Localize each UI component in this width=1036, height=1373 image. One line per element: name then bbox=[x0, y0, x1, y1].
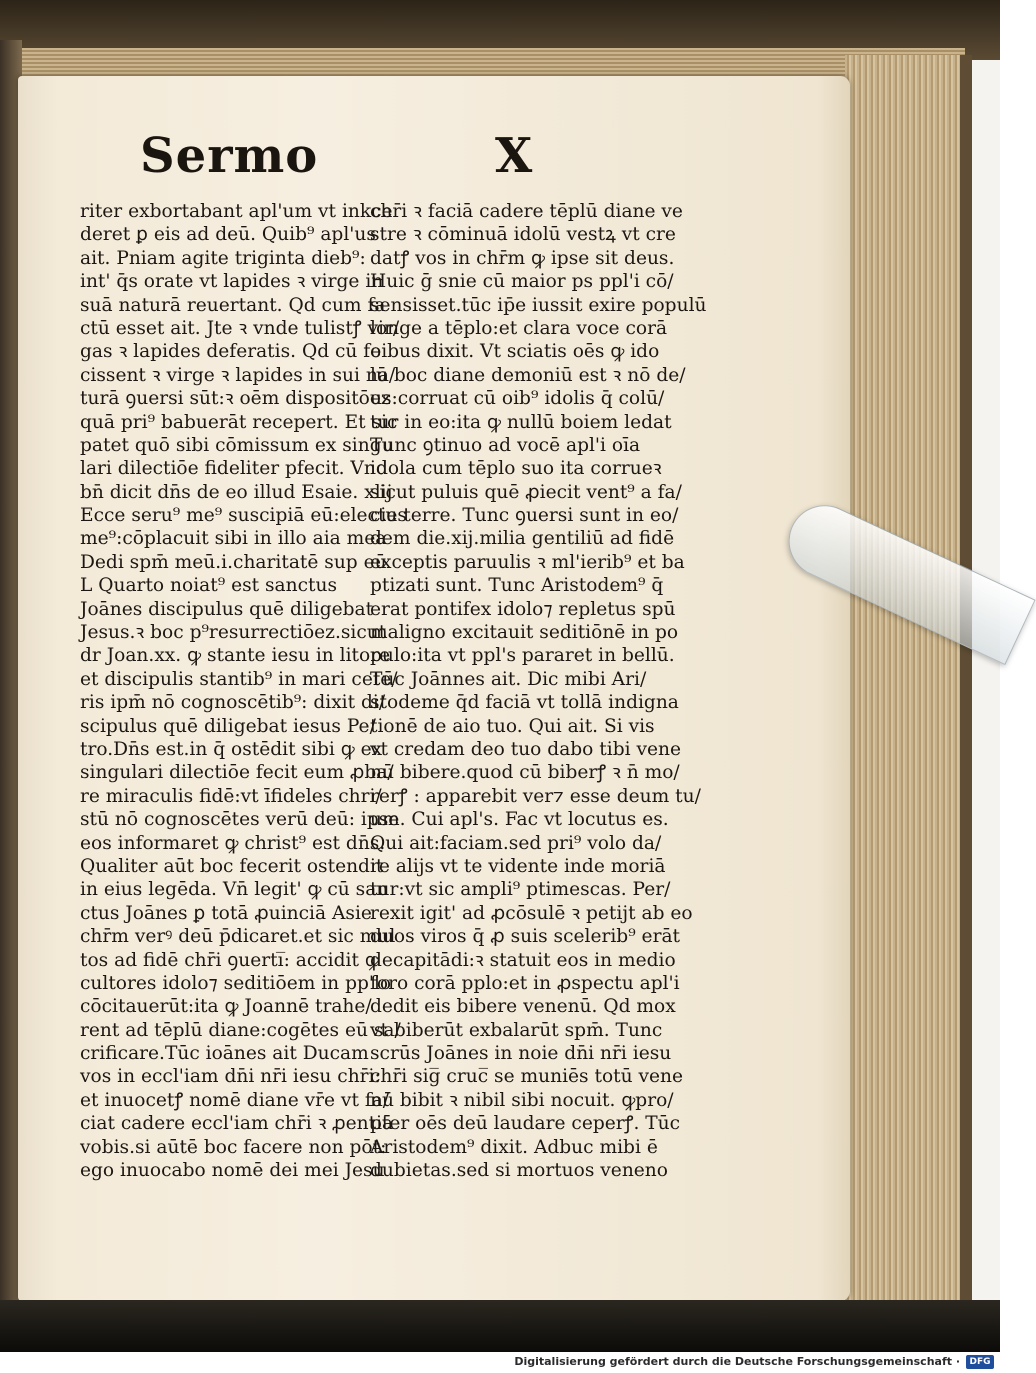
text-line: chr̄m verꝰ deū p̄dicaret.et sic mul bbox=[80, 926, 396, 948]
text-line: suā naturā reuertant. Qd cum fa bbox=[80, 294, 386, 316]
text-line: vos in eccl'iam dn̄i nr̄i iesu chr̄i: bbox=[80, 1066, 381, 1088]
text-line: Qui ait:faciam.sed pri⁹ volo da/ bbox=[370, 832, 662, 854]
text-line: in eius legēda. Vn̄ legit' ꝙ cū san bbox=[80, 879, 389, 901]
text-line: rerꝭ : apparebit ver⁊ esse deum tu/ bbox=[370, 785, 701, 807]
text-line: Tunc ꝯtinuo ad vocē apl'i oīa bbox=[370, 434, 641, 456]
text-line: um. Cui apl's. Fac vt locutus es. bbox=[370, 809, 669, 831]
text-line: exceptis paruulis ꝛ ml'ierib⁹ et ba bbox=[370, 551, 685, 573]
page-block-fore-edge bbox=[845, 55, 972, 1315]
text-line: ctus Joānes ꝑ totā ꝓuinciā Asie bbox=[80, 902, 372, 924]
text-line: Huic ḡ snie cū maior ps ppl'i cō/ bbox=[370, 271, 674, 293]
text-line: Jesus.ꝛ boc p⁹resurrectiōez.sicut bbox=[80, 622, 387, 644]
text-line: tionē de aio tuo. Qui ait. Si vis bbox=[370, 715, 655, 737]
text-line: Qualiter aūt boc fecerit ostendit bbox=[80, 855, 384, 877]
text-line: ris ipm̄ nō cognoscētib⁹: dixit di/ bbox=[80, 692, 386, 714]
text-line: re miraculis fidē:vt īfideles chri/ bbox=[80, 785, 382, 807]
funding-credit: Digitalisierung gefördert durch die Deutsche Forschungsgemeinschaft · bbox=[514, 1355, 960, 1368]
text-line: lū boc diane demoniū est ꝛ nō de/ bbox=[370, 364, 686, 386]
text-line: tur:vt sic ampli⁹ ptimescas. Per/ bbox=[370, 879, 671, 901]
text-line: tur in eo:ita ꝙ nullū boiem ledat bbox=[370, 411, 672, 433]
text-line: dr Joan.xx. ꝙ stante iesu in litore bbox=[80, 645, 391, 667]
text-line: et discipulis stantib⁹ in mari cete/ bbox=[80, 668, 398, 690]
text-line: tos ad fidē chr̄i ꝯuerti̅: accidit ꝙ bbox=[80, 949, 379, 971]
text-column-right bbox=[370, 200, 707, 1182]
text-line: patet quō sibi cōmissum ex singu bbox=[80, 434, 394, 456]
text-line: chr̄i sig̅ cruc̅ se muniēs totū vene bbox=[370, 1066, 683, 1088]
text-line: dubietas.sed si mortuos veneno bbox=[370, 1160, 668, 1182]
show-through-text bbox=[300, 120, 600, 190]
text-line: et inuocetꝭ nomē diane vr̄e vt fa/ bbox=[80, 1089, 390, 1111]
running-head-title: Sermo bbox=[140, 128, 319, 184]
text-line: rent ad tēplū diane:cogētes eū sa/ bbox=[80, 1019, 401, 1041]
text-line: ego inuocabo nomē dei mei Jesu bbox=[80, 1160, 385, 1182]
text-line: oibus dixit. Vt sciatis oēs ꝙ ido bbox=[370, 341, 660, 363]
running-head-number: X bbox=[495, 128, 533, 184]
text-line: int' q̄s orate vt lapides ꝛ virge in bbox=[80, 271, 384, 293]
text-line: L Quarto noiat⁹ est sanctus bbox=[80, 575, 337, 597]
text-line: idola cum tēplo suo ita corrueꝛ bbox=[370, 458, 662, 480]
text-line: singulari dilectiōe fecit eum ꝓba/ bbox=[80, 762, 394, 784]
scan-bottom-shadow bbox=[0, 1300, 1000, 1352]
text-line: nū bibere.quod cū biberꝭ ꝛ n̄ mo/ bbox=[370, 762, 680, 784]
text-line: lari dilectiōe fideliter pfecit. Vnd bbox=[80, 458, 388, 480]
text-line: riter exbortabant apl'um vt inkce bbox=[80, 201, 393, 222]
text-line: tro.Dn̄s est.in q̄ ostēdit sibi ꝙ ex bbox=[80, 738, 383, 760]
text-line: stodeme q̄d faciā vt tollā indigna bbox=[370, 692, 679, 714]
text-line: maligno excitauit seditiōnē in po bbox=[370, 622, 679, 644]
text-line: stre ꝛ cōminuā idolū vestꝝ vt cre bbox=[370, 224, 676, 246]
text-line: erat pontifex idolo⁊ repletus spū bbox=[370, 598, 676, 620]
text-line: eos informaret ꝙ christ⁹ est dn̄s. bbox=[80, 832, 386, 854]
text-line: duos viros q̄ ꝓ suis scelerib⁹ erāt bbox=[370, 926, 681, 948]
text-line: re alijs vt te vidente inde moriā bbox=[370, 855, 666, 877]
text-line: sicut puluis quē ꝓiecit vent⁹ a fa/ bbox=[370, 481, 682, 503]
text-line: turā ꝯuersi sūt:ꝛ oēm dispositōez bbox=[80, 388, 391, 410]
text-line: Joānes discipulus quē diligebat bbox=[80, 598, 374, 620]
text-line: longe a tēplo:et clara voce corā bbox=[370, 317, 668, 339]
text-line: ctū esset ait. Jte ꝛ vnde tulistꝭ vir/ bbox=[80, 317, 400, 339]
text-line: dem die.xij.milia gentiliū ad fidē bbox=[370, 528, 675, 550]
text-line: sensisset.tūc ip̄e iussit exire populū bbox=[370, 294, 707, 316]
text-line: ciat cadere eccl'iam chr̄i ꝛ ꝓentiā bbox=[80, 1113, 394, 1135]
text-line: pulo:ita vt ppl's pararet in bellū. bbox=[370, 645, 675, 667]
text-line: foro corā pplo:et in ꝓspectu apl'i bbox=[370, 972, 680, 994]
text-line: vobis.si aūtē boc facere non pōt: bbox=[80, 1136, 387, 1158]
text-line: ptizati sunt. Tunc Aristodem⁹ q̄ bbox=[370, 575, 664, 597]
text-line: rexit igit' ad ꝓcōsulē ꝛ petijt ab eo bbox=[370, 902, 693, 924]
text-line: vt biberūt exbalarūt spm̄. Tunc bbox=[370, 1019, 663, 1041]
text-line: crificare.Tūc ioānes ait Ducam bbox=[80, 1043, 369, 1065]
text-line: cōcitauerūt:ita ꝙ Joannē trahe/ bbox=[80, 996, 372, 1018]
text-line: scipulus quē diligebat iesus Pe/ bbox=[80, 715, 376, 737]
text-line: Aristodem⁹ dixit. Adbuc mibi ē bbox=[370, 1136, 658, 1158]
text-line: quā pri⁹ babuerāt recepert. Et sic bbox=[80, 411, 398, 433]
text-line: scrūs Joānes in noie dn̄i nr̄i iesu bbox=[370, 1043, 672, 1065]
text-line: ait. Pniam agite triginta dieb⁹: bbox=[80, 247, 366, 269]
text-line: dedit eis bibere venenū. Qd mox bbox=[370, 996, 676, 1018]
text-line: cissent ꝛ virge ꝛ lapides in sui na/ bbox=[80, 364, 396, 386]
text-line: us:corruat cū oib⁹ idolis q̄ colū/ bbox=[370, 388, 665, 410]
text-line: cultores idolo⁊ seditiōem in pp'lo bbox=[80, 972, 392, 994]
text-line: Dedi spm̄ meū.i.charitatē sup eū bbox=[80, 551, 387, 573]
text-line: stū nō cognoscētes verū deū: ipse bbox=[80, 809, 400, 831]
text-line: nū bibit ꝛ nibil sibi nocuit. ꝙpro/ bbox=[370, 1089, 674, 1111]
text-line: cie terre. Tunc ꝯuersi sunt in eo/ bbox=[370, 505, 679, 527]
text-line: me⁹:cōplacuit sibi in illo aia mea bbox=[80, 528, 387, 550]
text-line: deret ꝑ eis ad deū. Quib⁹ apl'us bbox=[80, 224, 376, 246]
text-line: pter oēs deū laudare ceperꝭ. Tūc bbox=[370, 1113, 681, 1135]
text-line: Tūc Joānnes ait. Dic mibi Ari/ bbox=[370, 668, 647, 690]
text-line: Ecce seru⁹ me⁹ suscipiā eū:electus bbox=[80, 505, 407, 527]
digitization-footer bbox=[0, 1352, 1000, 1373]
text-column-left bbox=[80, 200, 407, 1182]
text-line: datꝭ vos in chr̄m ꝙ ipse sit deus. bbox=[370, 247, 675, 269]
text-line: gas ꝛ lapides deferatis. Qd cū fe bbox=[80, 341, 382, 363]
text-line: chr̄i ꝛ faciā cadere tēplū diane ve bbox=[370, 201, 683, 222]
text-line: decapitādi:ꝛ statuit eos in medio bbox=[370, 949, 676, 971]
text-line: bn̄ dicit dn̄s de eo illud Esaie. xlij bbox=[80, 481, 393, 503]
text-line: vt credam deo tuo dabo tibi vene bbox=[370, 738, 681, 760]
dfg-logo[interactable]: DFG bbox=[966, 1355, 994, 1369]
